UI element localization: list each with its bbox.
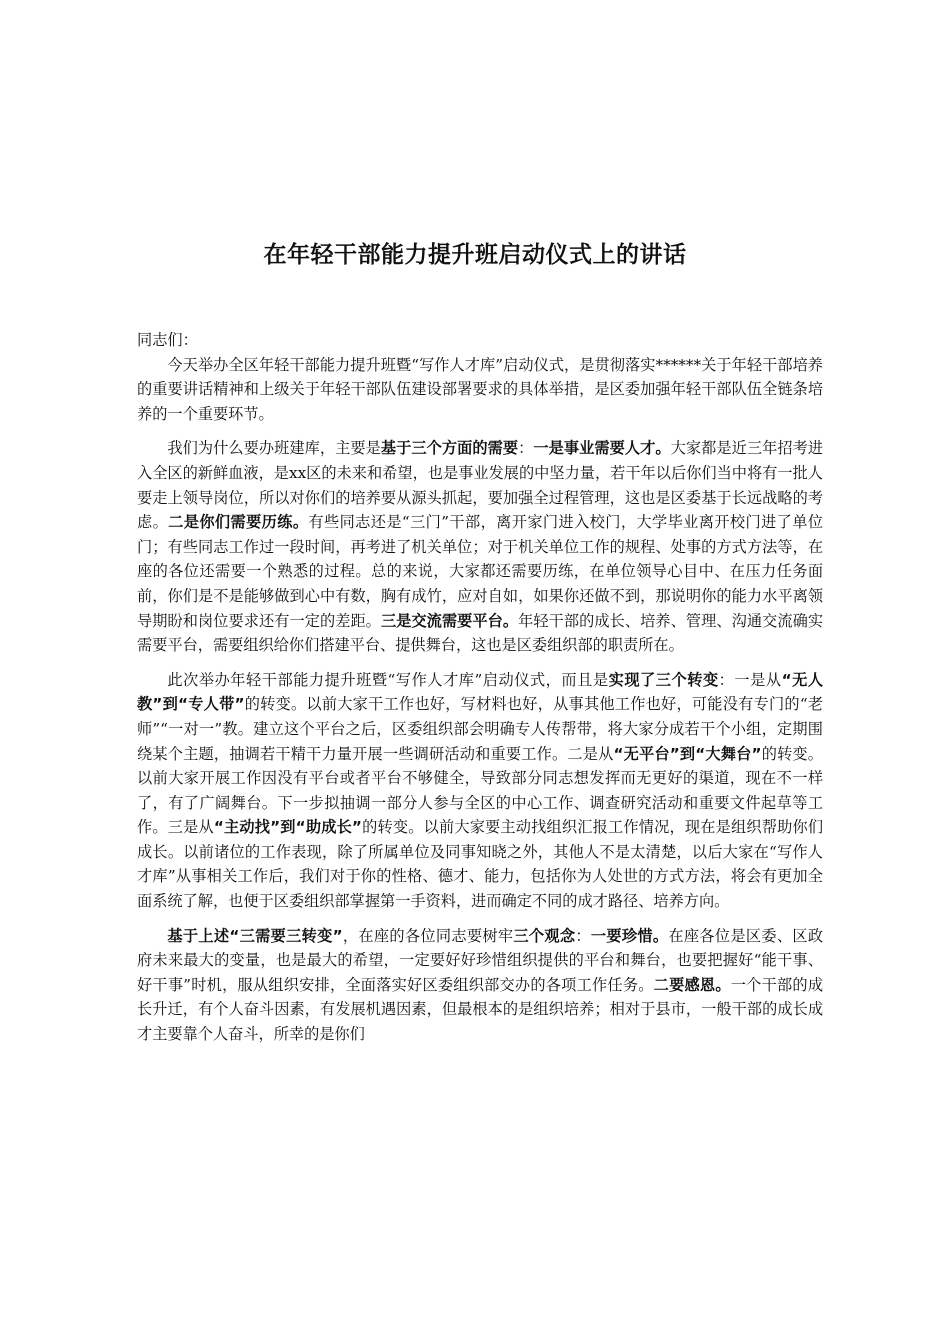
emphasis: 实现了三个转变 bbox=[608, 670, 719, 689]
text-run: ，在座的各位同志要树牢 bbox=[342, 926, 514, 945]
paragraph-2 bbox=[137, 436, 823, 657]
emphasis: 基于三个方面的需要 bbox=[380, 439, 519, 458]
text-run: ： bbox=[575, 926, 591, 945]
emphasis: “主动找”到“助成长” bbox=[213, 818, 362, 837]
text-run: 的转变。以前大家要主动找组织汇报工作情况，现在是组织帮助你们成长。以前诸位的工作表现，除了所属单位及同事知晓之外，其他人不是太清楚，以后大家在“写作人才库”从事相关工作后，我们对于你的性格、德才、能力，包括你为人处世的方式方法，将会有更加全面系统了解，也便于区委组织部掌握第一手资料，进而确定不同的成才路径、培养方向。 bbox=[137, 818, 824, 911]
text-run: 的转变。以前大家开展工作因没有平台或者平台不够健全，导致部分同志想发挥而无更好的渠道，现在不一样了，有了广阔舞台。下一步拟抽调一部分人参与全区的中心工作、调查研究活动和重要文件起草等工作。三是从 bbox=[137, 744, 823, 837]
text-run: 一个干部的成长升迁，有个人奋斗因素，有发展机遇因素，但最根本的是组织培养；相对于县市，一般干部的成长成才主要靠个人奋斗，所幸的是你们 bbox=[137, 975, 824, 1044]
text-run: 年轻干部的成长、培养、管理、沟通交流确实需要平台，需要组织给你们搭建平台、提供舞台，这也是区委组织部的职责所在。 bbox=[137, 611, 824, 655]
text-run: 有些同志还是“三门”干部，离开家门进入校门，大学毕业离开校门进了单位门；有些同志工作过一段时间，再考进了机关单位；对于机关单位工作的规程、处事的方式方法等，在座的各位还需要一个熟悉的过程。总的来说，大家都还需要历练，在单位领导心目中、在压力任务面前，你们是不是能够做到心中有数，胸有成竹，应对自如，如果你还做不到，那说明你的能力水平离领导期盼和岗位要求还有一定的差距。 bbox=[137, 513, 824, 630]
emphasis: 一是事业需要人才。 bbox=[533, 439, 671, 458]
salutation: 同志们： bbox=[137, 331, 198, 349]
text-run: 大家都是近三年招考进入全区的新鲜血液，是xx区的未来和希望，也是事业发展的中坚力量，若干年以后你们当中将有一批人要走上领导岗位，所以对你们的培养要从源头抓起，要加强全过程管理，这也是区委基于长远战略的考虑。 bbox=[137, 439, 824, 532]
paragraph-1: 今天举办全区年轻干部能力提升班暨“写作人才库”启动仪式，是贯彻落实******关于年轻干部培养的重要讲话精神和上级关于年轻干部队伍建设部署要求的具体举措，是区委加强年轻干部队伍全链条培养的一个重要环节。 bbox=[137, 355, 823, 423]
document-title: 在年轻干部能力提升班启动仪式上的讲话 bbox=[263, 242, 687, 268]
text-run: 我们为什么要办班建库，主要是 bbox=[167, 439, 381, 458]
paragraph-4 bbox=[137, 924, 823, 1047]
text-run: 在座各位是区委、区政府未来最大的变量，也是最大的希望，一定要好好珍惜组织提供的平台和舞台，也要把握好“能干事、好干事”时机，服从组织安排，全面落实好区委组织部交办的各项工作任务。 bbox=[137, 926, 824, 994]
paragraph-3 bbox=[137, 668, 823, 914]
emphasis: 三个观念 bbox=[513, 926, 576, 945]
emphasis: 基于上述“三需要三转变” bbox=[167, 926, 343, 945]
text-run: ： bbox=[518, 439, 534, 458]
document-body bbox=[137, 328, 823, 1047]
text-run: 的转变。以前大家干工作也好，写材料也好，从事其他工作也好，可能没有专门的“老师”“一对一”教。建立这个平台之后，区委组织部会明确专人传帮带，将大家分成若干个小组，定期围绕某个主题，抽调若干精干力量开展一些调研活动和重要工作。二是从 bbox=[137, 695, 824, 763]
emphasis: 二是你们需要历练。 bbox=[168, 513, 309, 532]
emphasis: “无平台”到“大舞台” bbox=[613, 744, 762, 763]
emphasis: 三是交流需要平台。 bbox=[380, 611, 519, 630]
emphasis: 一要珍惜。 bbox=[590, 926, 669, 945]
emphasis: 二要感恩。 bbox=[653, 975, 731, 994]
emphasis: “无人教”到“专人带” bbox=[137, 670, 824, 714]
text-run: 此次举办年轻干部能力提升班暨“写作人才库”启动仪式，而且是 bbox=[167, 670, 609, 689]
text-run: ：一是从 bbox=[718, 670, 782, 689]
